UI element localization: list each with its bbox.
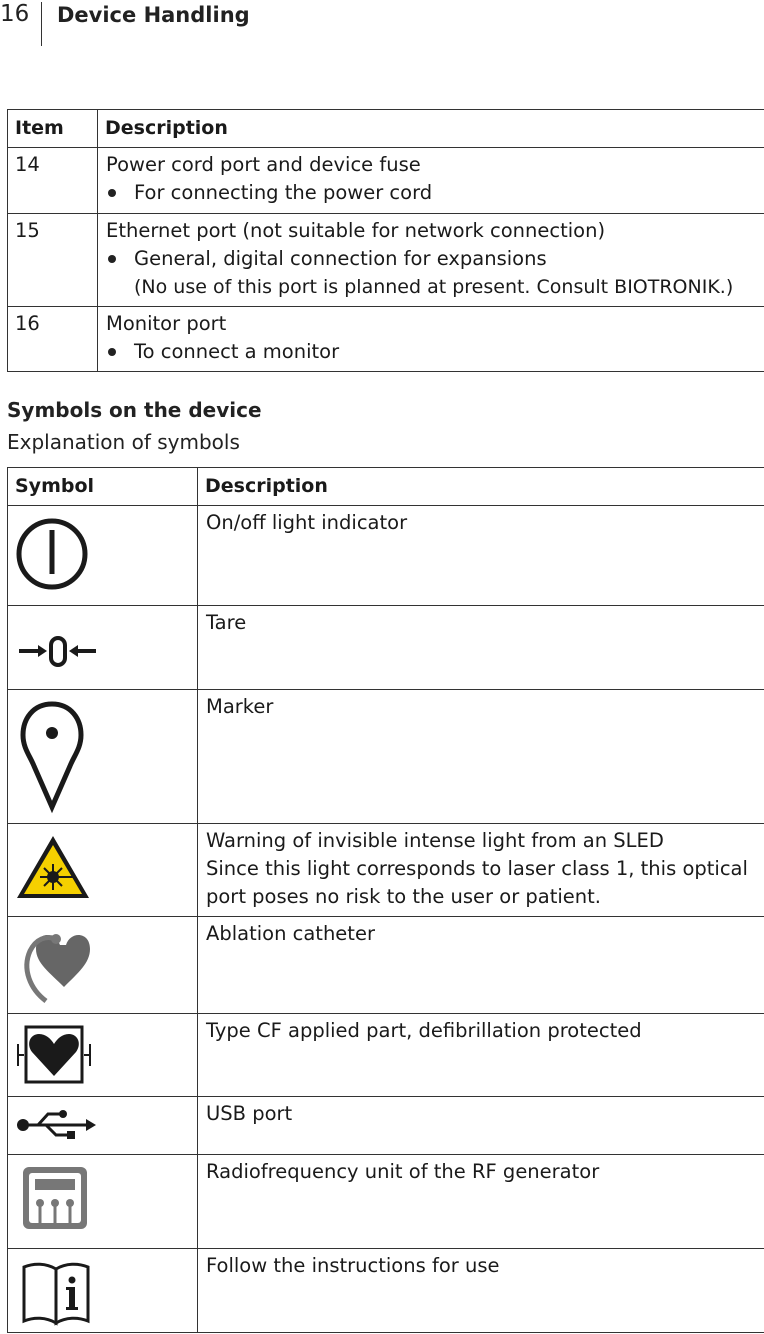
description-line: On/off light indicator (206, 511, 408, 534)
tare-icon (16, 606, 96, 688)
symbol-description (198, 1014, 764, 1097)
section-subheading: Explanation of symbols (7, 430, 240, 454)
table-row (8, 307, 764, 372)
item-note: (No use of this port is planned at present. Consult BIOTRONIK.) (134, 276, 734, 298)
item-table (7, 109, 764, 372)
item-number: 15 (8, 214, 98, 307)
page-number: 16 (0, 1, 30, 27)
symbol-description (198, 1249, 764, 1333)
symbol-description (198, 917, 764, 1014)
bullet-text: To connect a monitor (134, 340, 340, 363)
table-row (8, 148, 764, 214)
table-row (8, 1097, 764, 1155)
table-row (8, 824, 764, 917)
symbol-description (198, 506, 764, 606)
table-row (8, 506, 764, 606)
item-title: Power cord port and device fuse (106, 153, 421, 176)
table-row (8, 1014, 764, 1097)
column-header-description: Description (198, 468, 764, 506)
instructions-icon (16, 1249, 96, 1331)
symbol-table-header (8, 468, 764, 506)
symbol-description (198, 690, 764, 824)
ablation-catheter-icon (16, 917, 96, 1011)
symbol-cell (8, 606, 198, 690)
item-table-header (8, 110, 764, 148)
bullet-item (106, 245, 762, 273)
rf-unit-icon (16, 1155, 96, 1247)
table-row (8, 690, 764, 824)
type-cf-defib-icon (16, 1014, 96, 1094)
header-divider (41, 2, 42, 46)
symbol-cell (8, 506, 198, 606)
symbol-table (7, 467, 764, 1333)
column-header-item: Item (8, 110, 98, 148)
table-row (8, 1155, 764, 1249)
power-icon (16, 506, 96, 604)
symbol-cell (8, 1155, 198, 1249)
symbol-description (198, 824, 764, 917)
description-line: Tare (206, 611, 247, 634)
column-header-symbol: Symbol (8, 468, 198, 506)
section-heading: Symbols on the device (7, 398, 262, 422)
table-row (8, 214, 764, 307)
table-row (8, 917, 764, 1014)
description-line: USB port (206, 1102, 293, 1125)
marker-icon (16, 690, 96, 820)
symbol-cell (8, 1014, 198, 1097)
symbol-description (198, 1097, 764, 1155)
symbol-cell (8, 1249, 198, 1333)
usb-icon (16, 1097, 96, 1153)
bullet-icon (106, 179, 134, 207)
item-title: Monitor port (106, 312, 227, 335)
laser-warning-icon (16, 824, 96, 914)
column-header-description: Description (98, 110, 764, 148)
description-line: Warning of invisible intense light from an SLED (206, 829, 664, 852)
description-line: Type CF applied part, defibrillation protected (206, 1019, 642, 1042)
symbol-description (198, 606, 764, 690)
item-number: 16 (8, 307, 98, 372)
item-description (98, 148, 764, 214)
table-row (8, 606, 764, 690)
bullet-item (106, 179, 756, 207)
symbol-cell (8, 917, 198, 1014)
description-line: Ablation catheter (206, 922, 375, 945)
description-line: Since this light corresponds to laser class 1, this optical port poses no risk to the user or patient. (206, 857, 748, 908)
table-row (8, 1249, 764, 1333)
page-header (0, 0, 764, 48)
item-title: Ethernet port (not suitable for network connection) (106, 219, 606, 242)
item-description (98, 307, 764, 372)
bullet-text: General, digital connection for expansions (134, 247, 547, 270)
description-line: Radiofrequency unit of the RF generator (206, 1160, 600, 1183)
item-description (98, 214, 764, 307)
description-line: Follow the instructions for use (206, 1254, 500, 1277)
symbol-cell (8, 824, 198, 917)
symbol-cell (8, 690, 198, 824)
description-line: Marker (206, 695, 274, 718)
bullet-item (106, 338, 756, 366)
running-title: Device Handling (57, 3, 250, 27)
item-number: 14 (8, 148, 98, 214)
symbol-cell (8, 1097, 198, 1155)
symbol-description (198, 1155, 764, 1249)
bullet-icon (106, 338, 134, 366)
bullet-text: For connecting the power cord (134, 181, 433, 204)
bullet-icon (106, 245, 134, 273)
